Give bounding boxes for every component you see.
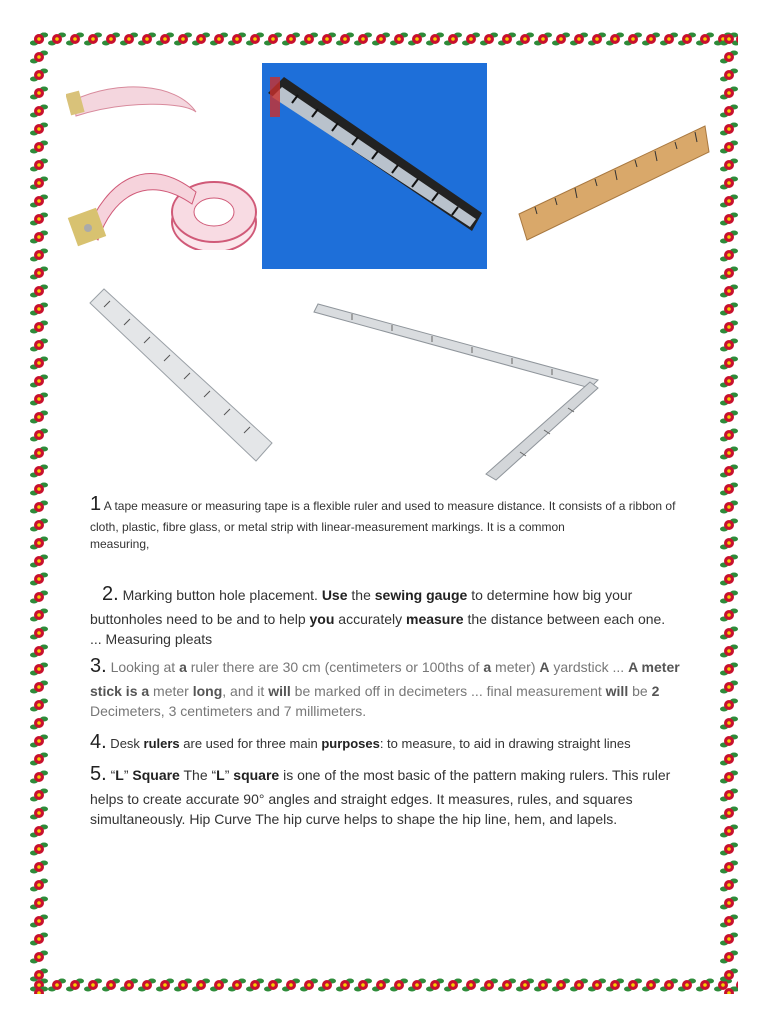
paragraph-4 (90, 728, 680, 757)
bold-text: square (233, 767, 280, 783)
bold-text: Square (132, 767, 180, 783)
bold-text: L (115, 767, 124, 783)
l-square-icon (312, 302, 602, 482)
bold-text: a (179, 659, 187, 675)
flower-border-bottom (30, 976, 738, 994)
paragraph-text: , and it (222, 683, 269, 699)
paragraph-text: A tape measure or measuring tape is a flexible ruler and used to measure distance. It consists of a ribbon of cloth, plastic, fibre glass, or metal strip with linear-measurement markings. It is a common (90, 499, 676, 534)
paragraph-3 (90, 652, 680, 722)
bold-text: rulers (143, 736, 180, 751)
bold-text: will (605, 683, 629, 699)
bold-text: A meter stick is a (90, 659, 680, 699)
sewing-gauge-icon (262, 63, 487, 269)
flower-border-left (30, 30, 48, 994)
paragraph-text: : to measure, to aid in drawing straight lines (379, 736, 631, 751)
item-number: 2. (102, 583, 119, 605)
paragraph-text: to determine how big your buttonholes need to be and to help (90, 587, 633, 627)
bold-text: L (216, 767, 225, 783)
paragraph-1 (90, 490, 680, 554)
bold-text: purposes (321, 736, 380, 751)
paragraph-text: Decimeters, 3 centimeters and 7 millimeters. (90, 703, 367, 720)
paragraph-text: Marking button hole placement. (118, 587, 322, 603)
item-number: 3. (90, 655, 107, 677)
paragraph-text: the distance between each one. ... Measuring pleats (90, 611, 666, 648)
paragraph-text: The “ (179, 767, 217, 783)
paragraph-text: be (628, 683, 652, 699)
paragraph-text: Desk (106, 736, 144, 751)
item-number: 4. (90, 731, 107, 753)
paragraph-text: “ (106, 767, 116, 783)
paragraph-text: Looking at (106, 659, 180, 675)
paragraph-text: ” (224, 767, 234, 783)
paragraph-text: are used for three main (179, 736, 322, 751)
paragraph-text: meter (149, 683, 193, 699)
bold-text: a (483, 659, 492, 675)
paragraph-text: the (347, 587, 375, 603)
flower-border-right (720, 30, 738, 994)
bold-text: you (309, 611, 335, 627)
paragraph-2 (90, 580, 680, 650)
paragraph-text: be marked off in decimeters ... final measurement (290, 683, 606, 699)
bold-text: sewing gauge (374, 587, 468, 603)
paragraph-text: ruler there are 30 cm (centimeters or 100ths of (186, 659, 484, 675)
paragraph-text: measuring, (90, 537, 150, 552)
tape-measure-icon (66, 72, 258, 250)
bold-text: A (539, 659, 550, 675)
paragraph-text: is one of the most basic of the pattern making rulers. This ruler helps to create accurate 90° angles and straight edges. It measures, rules, and squares simultaneously. Hip Curve The hip curve helps to shape the hip line, hem, and lapels. (90, 767, 671, 828)
item-number: 1 (90, 493, 102, 515)
steel-ruler-icon (84, 285, 276, 467)
flower-border-top (30, 30, 738, 48)
bold-text: will (268, 683, 291, 699)
bold-text: 2 (651, 683, 660, 699)
bold-text: Use (321, 587, 348, 603)
paragraph-text: ” (123, 767, 133, 783)
paragraph-text: accurately (334, 611, 406, 627)
paragraph-text: yardstick ... (549, 659, 629, 675)
paragraph-text: meter) (491, 659, 540, 675)
wooden-ruler-icon (515, 122, 710, 244)
bold-text: long (192, 683, 223, 699)
bold-text: measure (406, 611, 464, 627)
paragraph-5 (90, 760, 680, 830)
item-number: 5. (90, 763, 107, 785)
